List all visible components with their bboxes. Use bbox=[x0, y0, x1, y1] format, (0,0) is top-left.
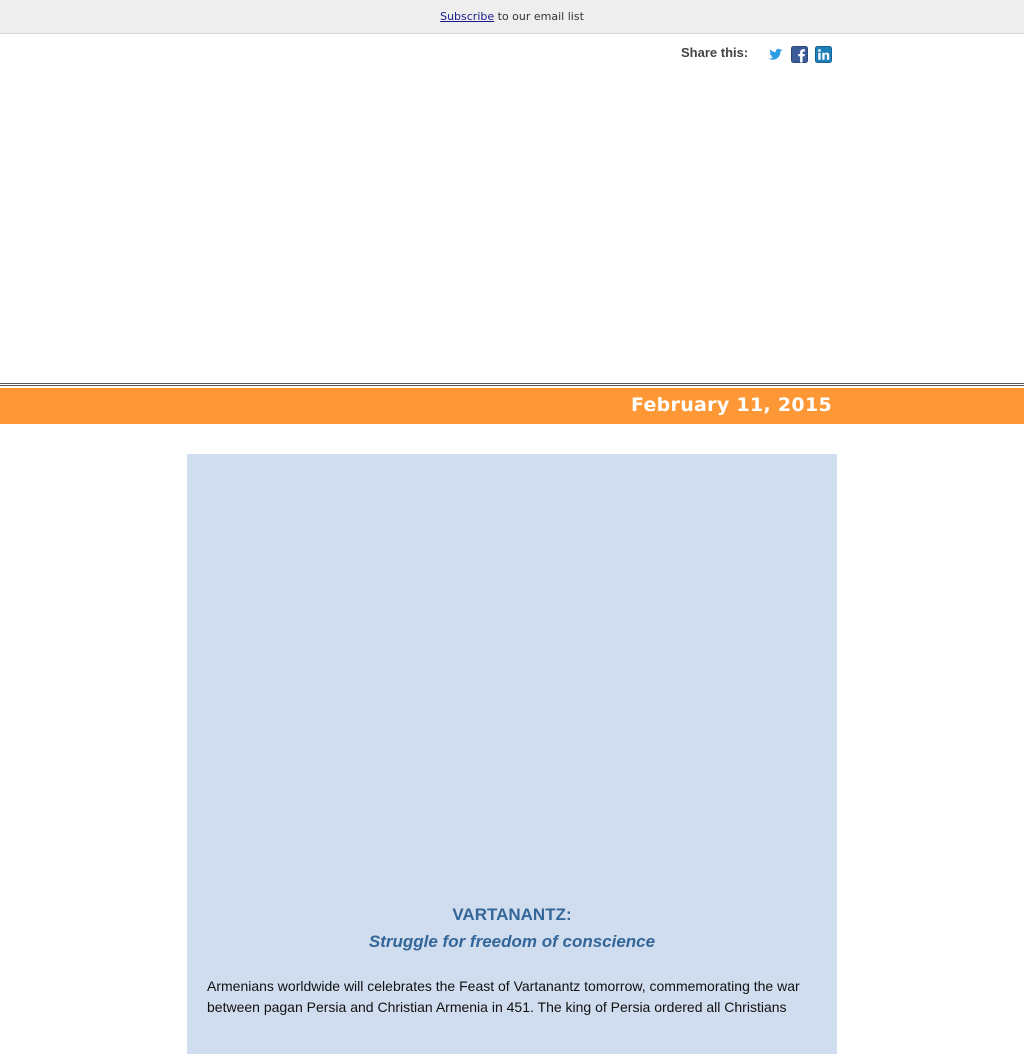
article-image-area bbox=[187, 454, 837, 894]
share-label: Share this: bbox=[681, 44, 749, 60]
date-band bbox=[0, 388, 1024, 424]
issue-date: February 11, 2015 bbox=[630, 394, 832, 416]
header-image-area bbox=[0, 70, 1024, 382]
twitter-icon[interactable] bbox=[767, 46, 784, 63]
header-divider bbox=[0, 383, 1024, 386]
subscribe-link[interactable]: Subscribe bbox=[440, 10, 495, 23]
article-card bbox=[187, 454, 837, 1054]
article-title: VARTANANTZ: bbox=[452, 905, 572, 924]
linkedin-icon[interactable] bbox=[815, 46, 832, 63]
subscribe-bar bbox=[0, 0, 1024, 34]
article-body: Armenians worldwide will celebrates the Feast of Vartanantz tomorrow, commemorating the war between pagan Persia and Christian Armenia in 451. The king of Persia ordered all Christians bbox=[207, 978, 800, 1015]
subscribe-suffix: to our email list bbox=[494, 10, 584, 23]
facebook-icon[interactable] bbox=[791, 46, 808, 63]
article-subtitle: Struggle for freedom of conscience bbox=[368, 932, 656, 951]
share-bar bbox=[681, 44, 832, 64]
